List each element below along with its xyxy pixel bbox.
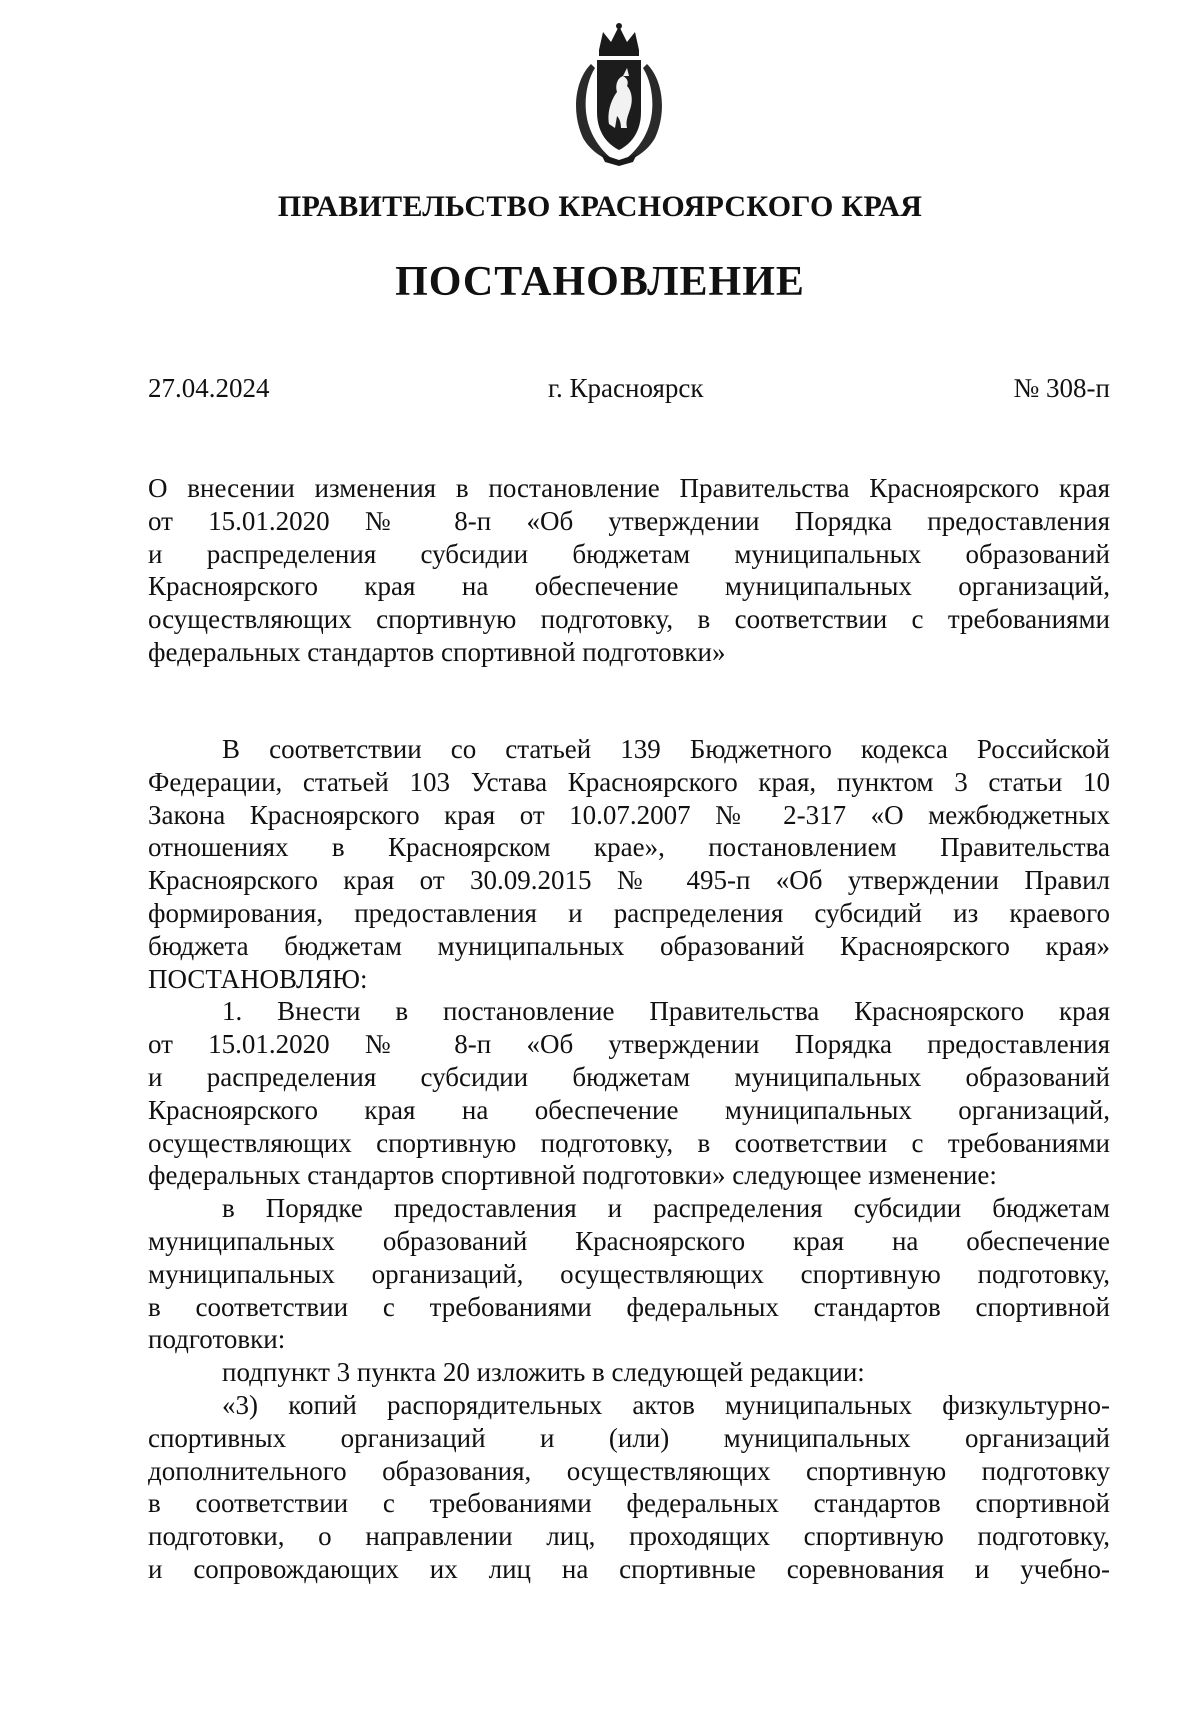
body-line: отношениях в Красноярском крае», постановлением Правительства [148,832,1110,863]
body-line: и сопровождающих их лиц на спортивные соревнования и учебно- [148,1553,1110,1584]
title-line: федеральных стандартов спортивной подготовки» [148,636,726,667]
body-line: 1. Внести в постановление Правительства Красноярского края [222,996,1110,1027]
title-line: и распределения субсидии бюджетам муниципальных образований [148,538,1110,569]
body-line: «3) копий распорядительных актов муниципальных физкультурно- [222,1389,1110,1420]
body-line: дополнительного образования, осуществляющих спортивную подготовку [148,1455,1110,1486]
body-line: в Порядке предоставления и распределения субсидии бюджетам [222,1193,1110,1224]
title-line: осуществляющих спортивную подготовку, в соответствии с требованиями [148,604,1110,635]
body-line: в соответствии с требованиями федеральных стандартов спортивной [148,1291,1110,1322]
body-line: в соответствии с требованиями федеральных стандартов спортивной [148,1488,1110,1519]
body-line: подпункт 3 пункта 20 изложить в следующей редакции: [222,1357,865,1388]
government-title: ПРАВИТЕЛЬСТВО КРАСНОЯРСКОГО КРАЯ [277,190,923,223]
document-date: 27.04.2024 [148,373,270,403]
document-city: г. Красноярск [548,373,704,403]
title-line: О внесении изменения в постановление Правительства Красноярского края [148,473,1110,503]
title-line: от 15.01.2020 № 8-п «Об утверждении Порядка предоставления [148,505,1110,536]
body-line-resolution: ПОСТАНОВЛЯЮ: [148,963,368,994]
document-type-heading: ПОСТАНОВЛЕНИЕ [395,259,805,305]
body-line: осуществляющих спортивную подготовку, в соответствии с требованиями [148,1127,1110,1158]
document-body [148,733,1110,1586]
body-line: подготовки: [148,1324,286,1355]
body-line: федеральных стандартов спортивной подготовки» следующее изменение: [148,1160,997,1191]
body-line: формирования, предоставления и распределения субсидий из краевого [148,897,1110,928]
document-subject-title [148,472,1110,669]
document-number: № 308-п [1013,373,1110,403]
body-line: Федерации, статьей 103 Устава Красноярского края, пунктом 3 статьи 10 [148,766,1110,797]
body-line: Закона Красноярского края от 10.07.2007 № 2-317 «О межбюджетных [148,799,1110,830]
title-line: Красноярского края на обеспечение муниципальных организаций, [148,571,1110,602]
body-line: муниципальных образований Красноярского края на обеспечение [148,1225,1110,1256]
body-line: и распределения субсидии бюджетам муниципальных образований [148,1061,1110,1092]
body-line: Красноярского края на обеспечение муниципальных организаций, [148,1094,1110,1125]
body-line: В соответствии со статьей 139 Бюджетного кодекса Российской [222,734,1110,764]
document-meta-row [148,373,1110,409]
body-line: подготовки, о направлении лиц, проходящих спортивную подготовку, [148,1521,1110,1552]
coat-of-arms-emblem [561,20,677,170]
body-line: спортивных организаций и (или) муниципальных организаций [148,1422,1110,1453]
body-line: от 15.01.2020 № 8-п «Об утверждении Порядка предоставления [148,1029,1110,1060]
body-line: Красноярского края от 30.09.2015 № 495-п «Об утверждении Правил [148,865,1110,896]
body-line: бюджета бюджетам муниципальных образований Красноярского края» [148,930,1110,961]
body-line: муниципальных организаций, осуществляющих спортивную подготовку, [148,1258,1110,1289]
